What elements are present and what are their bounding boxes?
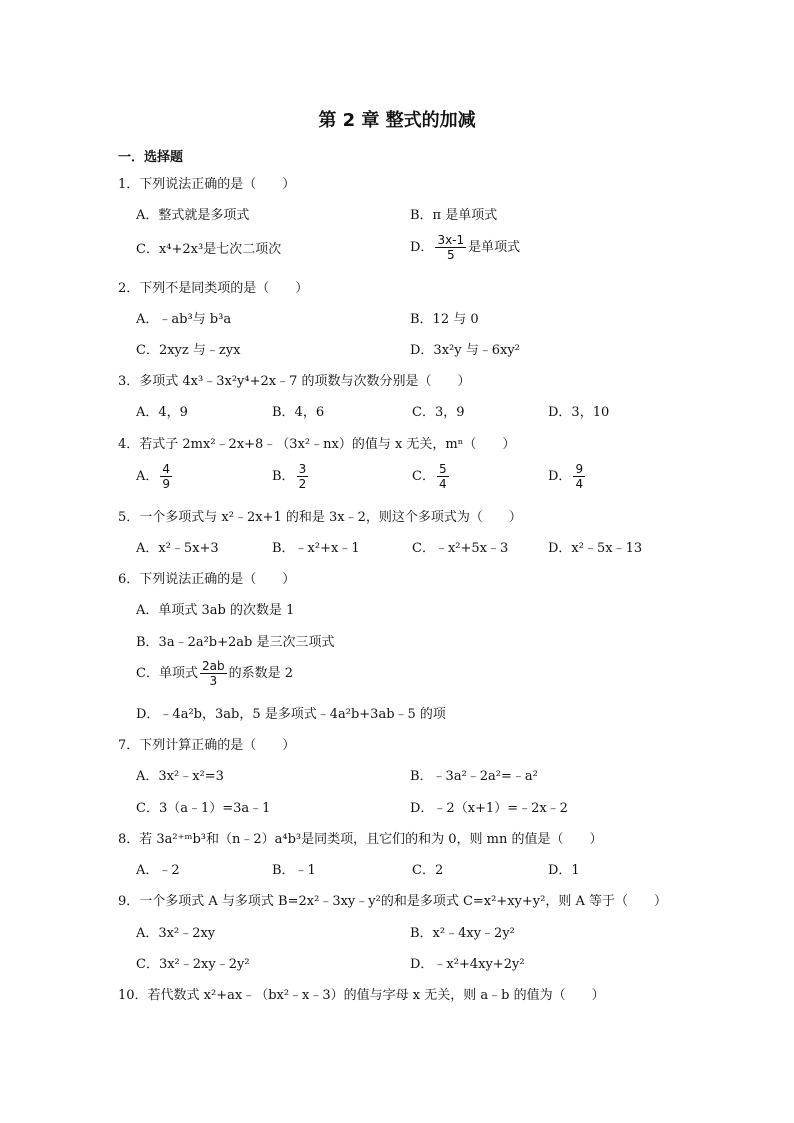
page-title: 第 2 章 整式的加减 — [318, 110, 476, 131]
question-6-option-d: D．﹣4a²b，3ab，5 是多项式﹣4a²b+3ab﹣5 的项 — [136, 707, 446, 722]
question-5-option-d: D．x²﹣5x﹣13 — [548, 541, 643, 556]
question-7-stem: 7．下列计算正确的是（ ） — [118, 738, 296, 753]
question-3-option-c: C．3，9 — [412, 405, 465, 420]
question-8-stem: 8．若 3a²⁺ᵐb³和（n﹣2）a⁴b³是同类项，且它们的和为 0，则 mn 的值是（ ） — [118, 832, 603, 847]
question-9-option-b: B．x²﹣4xy﹣2y² — [410, 926, 515, 941]
question-1-option-d — [410, 233, 520, 262]
question-3-option-a: A．4，9 — [136, 405, 188, 420]
question-7-option-b: B．﹣3a²﹣2a²=﹣a² — [410, 769, 538, 784]
option-label: A． — [136, 469, 159, 484]
fraction-numerator: 2ab — [201, 659, 225, 673]
fraction-denominator: 2 — [298, 477, 307, 491]
question-5-option-c: C．﹣x²+5x﹣3 — [412, 541, 509, 556]
question-4-option-b — [272, 462, 310, 491]
question-8-option-b: B．﹣1 — [272, 863, 316, 878]
question-6-option-a: A．单项式 3ab 的次数是 1 — [136, 603, 295, 618]
fraction — [573, 462, 585, 491]
fraction-numerator: 4 — [162, 462, 171, 476]
option-label: D． — [410, 240, 434, 255]
option-label: D． — [548, 469, 572, 484]
fraction-denominator: 9 — [162, 477, 171, 491]
option-text: 是单项式 — [468, 240, 521, 255]
question-5-option-a: A．x²﹣5x+3 — [136, 541, 219, 556]
fraction — [297, 462, 309, 491]
question-2-stem: 2．下列不是同类项的是（ ） — [118, 281, 309, 296]
question-2-option-a: A．﹣ab³与 b³a — [136, 312, 232, 327]
question-2-option-c: C．2xyz 与﹣zyx — [136, 343, 241, 358]
question-1-stem: 1．下列说法正确的是（ ） — [118, 177, 296, 192]
option-text: C．单项式 — [136, 666, 198, 681]
option-text: 的系数是 2 — [228, 666, 293, 681]
question-3-option-d: D．3，10 — [548, 405, 610, 420]
question-8-option-a: A．﹣2 — [136, 863, 180, 878]
option-label: B． — [272, 469, 295, 484]
question-8-option-c: C．2 — [412, 863, 444, 878]
question-7-option-d: D．﹣2（x+1）=﹣2x﹣2 — [410, 801, 568, 816]
option-label: C． — [412, 469, 435, 484]
question-1-option-b: B．π 是单项式 — [410, 208, 498, 223]
question-6-stem: 6．下列说法正确的是（ ） — [118, 572, 296, 587]
question-5-stem: 5．一个多项式与 x²﹣2x+1 的和是 3x﹣2，则这个多项式为（ ） — [118, 510, 522, 525]
fraction-denominator: 4 — [575, 477, 584, 491]
fraction — [160, 462, 172, 491]
fraction — [200, 659, 227, 688]
question-9-stem: 9．一个多项式 A 与多项式 B=2x²﹣3xy﹣y²的和是多项式 C=x²+xy+y²，则 A 等于（ ） — [118, 894, 668, 909]
question-1-option-c: C．x⁴+2x³是七次二项次 — [136, 242, 282, 257]
question-8-option-d: D．1 — [548, 863, 580, 878]
question-6-option-b: B．3a﹣2a²b+2ab 是三次三项式 — [136, 635, 335, 650]
question-5-option-b: B．﹣x²+x﹣1 — [272, 541, 360, 556]
fraction-denominator: 3 — [209, 674, 218, 688]
question-4-stem: 4．若式子 2mx²﹣2x+8﹣（3x²﹣nx）的值与 x 无关，mⁿ（ ） — [118, 437, 516, 452]
question-2-option-b: B．12 与 0 — [410, 312, 479, 327]
question-4-option-d — [548, 462, 587, 491]
fraction-numerator: 3 — [298, 462, 307, 476]
question-9-option-a: A．3x²﹣2xy — [136, 926, 216, 941]
question-9-option-c: C．3x²﹣2xy﹣2y² — [136, 957, 250, 972]
fraction — [435, 233, 466, 262]
question-3-option-b: B．4，6 — [272, 405, 325, 420]
fraction — [437, 462, 449, 491]
section-heading: 一．选择题 — [118, 150, 184, 165]
question-10-stem: 10．若代数式 x²+ax﹣（bx²﹣x﹣3）的值与字母 x 无关，则 a﹣b 的值为（ ） — [118, 988, 605, 1003]
fraction-numerator: 5 — [438, 462, 447, 476]
question-4-option-a — [136, 462, 174, 491]
fraction-denominator: 4 — [438, 477, 447, 491]
question-7-option-c: C．3（a﹣1）=3a﹣1 — [136, 801, 271, 816]
question-1-option-a: A．整式就是多项式 — [136, 208, 250, 223]
question-7-option-a: A．3x²﹣x²=3 — [136, 769, 224, 784]
question-2-option-d: D．3x²y 与﹣6xy² — [410, 343, 520, 358]
question-3-stem: 3．多项式 4x³﹣3x²y⁴+2x﹣7 的项数与次数分别是（ ） — [118, 374, 471, 389]
fraction-denominator: 5 — [446, 248, 455, 262]
fraction-numerator: 3x-1 — [437, 233, 465, 247]
question-9-option-d: D．﹣x²+4xy+2y² — [410, 957, 525, 972]
question-4-option-c — [412, 462, 451, 491]
question-6-option-c — [136, 659, 293, 688]
fraction-numerator: 9 — [575, 462, 584, 476]
